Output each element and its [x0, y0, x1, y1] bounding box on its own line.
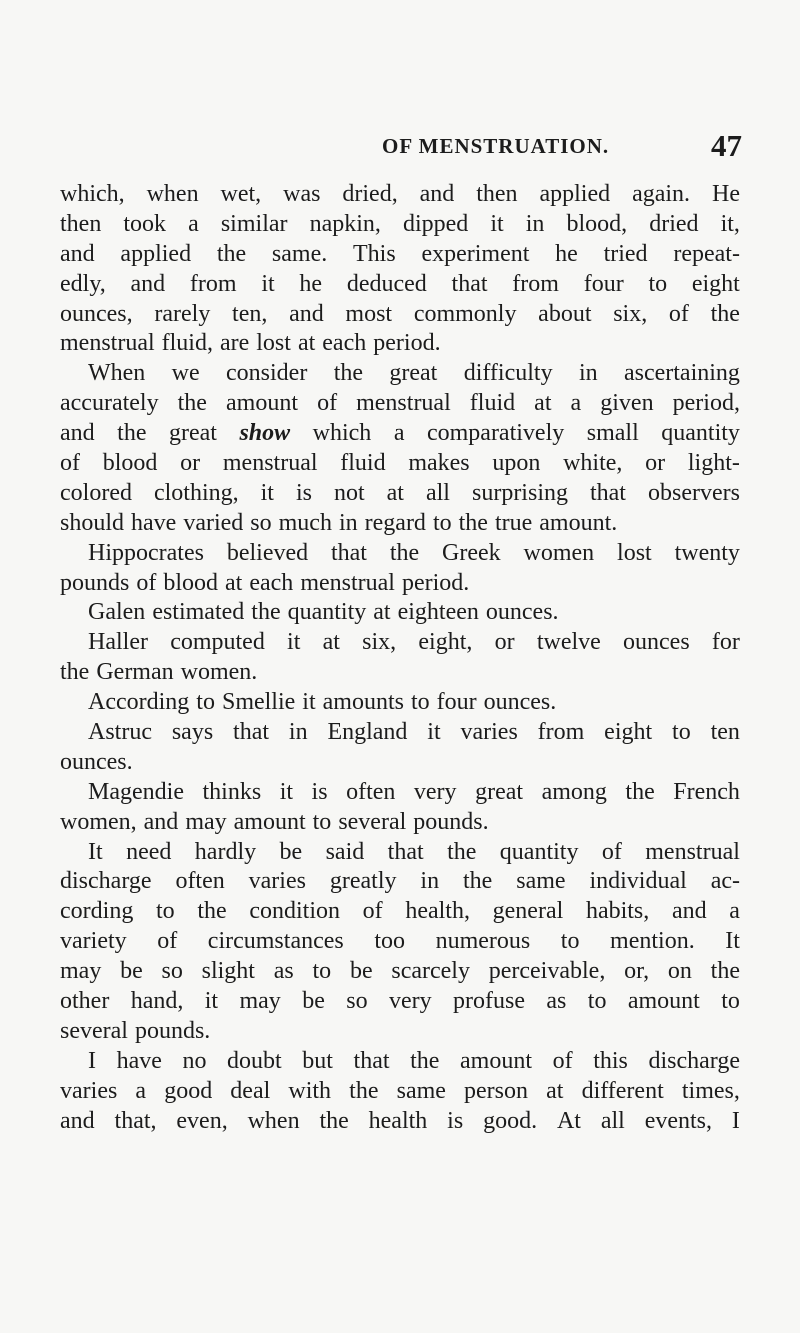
text-line: Hippocrates believed that the Greek women lost twenty	[88, 539, 740, 566]
text-line: and the great show which a comparatively small quantity	[60, 420, 740, 447]
text-line: varies a good deal with the same person at different times,	[60, 1077, 740, 1104]
text-line: which, when wet, was dried, and then applied again. He	[60, 181, 740, 207]
text-line: of blood or menstrual fluid makes upon white, or light-	[60, 450, 740, 477]
page-number: 47	[711, 128, 742, 163]
text-line: ounces, rarely ten, and most commonly about six, of the	[60, 300, 740, 327]
text-line: I have no doubt but that the amount of this discharge	[88, 1047, 740, 1074]
text-line: several pounds.	[60, 1017, 211, 1044]
text-line: the German women.	[60, 659, 258, 686]
text-line: discharge often varies greatly in the same individual ac-	[60, 868, 740, 895]
text-line: then took a similar napkin, dipped it in blood, dried it,	[60, 210, 740, 237]
text-line: and applied the same. This experiment he tried repeat-	[60, 240, 740, 267]
text-line: variety of circumstances too numerous to mention. It	[60, 928, 740, 955]
page-header	[58, 128, 748, 168]
running-title: OF MENSTRUATION.	[382, 134, 610, 158]
text-line: cording to the condition of health, general habits, and a	[60, 898, 740, 925]
text-line: Astruc says that in England it varies from eight to ten	[88, 719, 740, 746]
text-line: ounces.	[60, 748, 133, 775]
text-line: may be so slight as to be scarcely perceivable, or, on the	[60, 958, 740, 985]
text-line: According to Smellie it amounts to four ounces.	[88, 689, 557, 716]
text-line: Galen estimated the quantity at eighteen ounces.	[88, 599, 559, 626]
text-line: colored clothing, it is not at all surprising that observers	[60, 479, 740, 506]
text-line: women, and may amount to several pounds.	[60, 808, 489, 835]
text-line: menstrual fluid, are lost at each period.	[60, 330, 441, 357]
text-line: Magendie thinks it is often very great among the French	[88, 778, 740, 805]
text-line: edly, and from it he deduced that from four to eight	[60, 270, 740, 297]
text-line: should have varied so much in regard to the true amount.	[60, 509, 618, 536]
text-line: It need hardly be said that the quantity of menstrual	[88, 838, 740, 865]
text-line: accurately the amount of menstrual fluid at a given period,	[60, 390, 740, 417]
text-line: pounds of blood at each menstrual period.	[60, 569, 470, 596]
text-line: and that, even, when the health is good. At all events, I	[60, 1107, 740, 1134]
body-text	[60, 180, 740, 1137]
text-line: When we consider the great difficulty in ascertaining	[88, 360, 740, 387]
text-line: other hand, it may be so very profuse as to amount to	[60, 988, 740, 1015]
text-line: Haller computed it at six, eight, or twelve ounces for	[88, 629, 740, 656]
